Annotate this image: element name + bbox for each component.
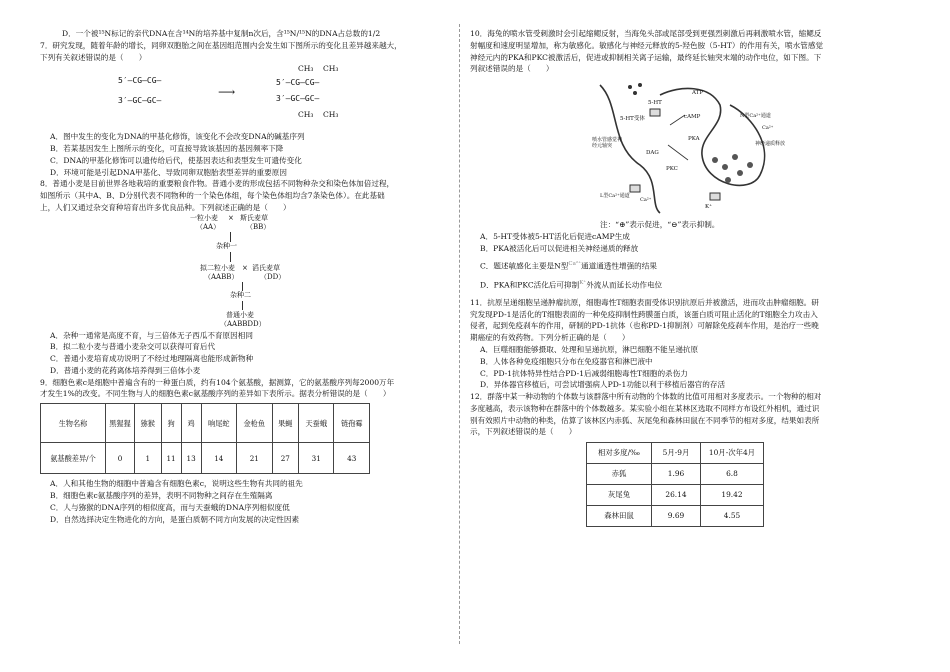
- potassium-channel-box: [710, 193, 720, 200]
- q7-stem-line2: 下列有关叙述错误的是（ ）: [40, 52, 147, 62]
- table-cell: 生物名称: [41, 404, 106, 443]
- q11-option-b: B．人体各种免疫细胞只分布在免疫器官和淋巴液中: [480, 356, 653, 366]
- vesicle: [712, 157, 718, 163]
- q11-option-d: D．异体器官移植后，可尝试增强病人PD-1功能以利于移植后器官的存活: [480, 380, 726, 390]
- table-cell: 1.96: [652, 464, 701, 485]
- q9-option-d: D．自然选择决定生物进化的方向，是蛋白质朝不同方向发展的决定性因素: [50, 514, 300, 524]
- q10-option-c-text1: C．题述敏感化主要是N型: [480, 261, 569, 271]
- q8-stem-line2: 如图所示（其中A、B、D分别代表不同物种的一个染色体组，每个染色体组均含7条染色体）。在此基础: [40, 191, 385, 201]
- table-cell: 6.8: [701, 464, 764, 485]
- q10-option-d: [470, 279, 884, 291]
- table-cell: 0: [106, 443, 135, 474]
- table-row: [587, 506, 764, 527]
- arrow-icon: ⟶: [218, 85, 236, 100]
- q11-option-c: C．PD-1抗体特异性结合PD-1后减弱细胞毒性T细胞的杀伤力: [480, 368, 688, 378]
- serotonin-dot: [638, 83, 642, 87]
- arrow-line: [242, 301, 243, 310]
- table-cell: 果蝇: [272, 404, 299, 443]
- methyl-group: CH₃: [323, 64, 339, 74]
- q9-stem-line2: 才发生1%的改变。不同生物与人的细胞色素c氨基酸序列的差异如下表所示。据表分析错误的是（ ）: [40, 389, 391, 399]
- q7-option-b: B．若某基因发生上图所示的变化，可直接导致该基因的基因频率下降: [50, 144, 284, 154]
- wild-emmer: 拟二粒小麦: [200, 263, 235, 272]
- q10-option-b: B．PKA被活化后可以促进相关神经递质的释放: [480, 243, 639, 253]
- arrow-line: [242, 282, 243, 291]
- table-cell: 氨基酸差异/个: [41, 443, 106, 474]
- q7-option-a: A．图中发生的变化为DNA的甲基化修饰，该变化不会改变DNA的碱基序列: [50, 132, 305, 142]
- q7-stem-line1: 7．研究发现，随着年龄的增长，同卵双胞胎之间在基因组范围内会发生如下图所示的变化且差异越来越大，: [40, 40, 402, 50]
- column-divider: [459, 24, 460, 644]
- q10-stem-line3: 神经元内的PKA和PKC被激活后，促进或抑制相关离子运输，最终延长轴突末端的动作电位，如下图。下: [470, 52, 822, 62]
- table-cell: 13: [181, 443, 201, 474]
- q6-option-d: D．一个被¹⁵N标记的亲代DNA在含¹⁴N的培养基中复制n次后，含¹⁵N/¹⁵N的DNA占总数的1/2: [62, 29, 381, 38]
- q7-option-d: D．环境可能是引起DNA甲基化、导致同卵双胞胎表型差异的重要原因: [50, 167, 287, 177]
- q8-option-d: D．普通小麦的花药离体培养得到三倍体小麦: [50, 365, 201, 375]
- vesicle: [737, 170, 743, 176]
- genome-bb: （BB）: [246, 222, 271, 231]
- table-cell: 4.55: [701, 506, 764, 527]
- q10-figure-note: 注：“⊕”表示促进，“⊖”表示抑制。: [600, 220, 720, 230]
- q9-option-b: B．细胞色素c氨基酸序列的差异，表明不同物种之间存在生殖隔离: [50, 491, 273, 501]
- q7-option-c: C．DNA的甲基化修饰可以遗传给后代，使基因表达和表型发生可遗传变化: [50, 155, 302, 165]
- table-cell: 金枪鱼: [237, 404, 272, 443]
- q8-option-c: C．普通小麦培育成功说明了不经过地理隔离也能形成新物种: [50, 354, 254, 364]
- table-cell: 27: [272, 443, 299, 474]
- table-cell: 狗: [161, 404, 181, 443]
- q10-stem-line1: 10．海兔的喷水管受刺激时会引起缩鳃反射，当海兔头部或尾部受到更强烈刺激后再刺激喷水管，缩鳃反: [470, 29, 822, 38]
- pka-label: PKA: [688, 136, 700, 143]
- pathway-arrow: [668, 145, 688, 160]
- dna-methylation-figure: [118, 63, 444, 131]
- parent-einkorn: 一粒小麦: [190, 213, 218, 222]
- q10-option-d-text2: 外流从而延长动作电位: [586, 280, 663, 290]
- table-cell: 森林田鼠: [587, 506, 652, 527]
- atp-label: ATP: [692, 90, 704, 97]
- parent-aegilops-speltoides: 斯氏麦草: [240, 213, 268, 222]
- arrow-line: [230, 252, 231, 262]
- dna-strand-3-left: 3′—GC—GC—: [118, 96, 162, 106]
- genome-aa: （AA）: [196, 222, 221, 231]
- q8-stem-line1: 8．普通小麦是目前世界各地栽培的重要粮食作物。普通小麦的形成包括不同物种杂交和染色体加倍过程，: [40, 179, 395, 189]
- table-cell: 43: [334, 443, 370, 474]
- vesicle-label: 神经递质释放: [755, 141, 786, 148]
- receptor-label: 5-HT受体: [620, 116, 645, 123]
- vesicle: [725, 177, 731, 183]
- table-cell: 31: [299, 443, 334, 474]
- table-cell: 1: [135, 443, 162, 474]
- cross-symbol: ×: [242, 263, 248, 272]
- table-cell: 猕猴: [135, 404, 162, 443]
- q10-option-c-text2: 通道通透性增强的结果: [581, 261, 657, 271]
- table-cell: 链孢霉: [334, 404, 370, 443]
- calcium-channel-box: [630, 185, 640, 192]
- arrow-line: [230, 232, 231, 242]
- relative-abundance-table: [586, 442, 764, 527]
- table-cell: 26.14: [652, 485, 701, 506]
- table-row: [587, 443, 764, 464]
- table-cell: 赤狐: [587, 464, 652, 485]
- calcium-label-2: Ca²⁺: [640, 197, 652, 204]
- q10-stem-line2: 射幅度和速度明显增加，称为敏感化。敏感化与神经元释放的5-羟色胺（5-HT）的作用有关，喷水管感觉: [470, 40, 824, 50]
- calcium-label: Ca²⁺: [762, 125, 774, 132]
- table-cell: 5月-9月: [652, 443, 701, 464]
- table-cell: 天蚕蛾: [299, 404, 334, 443]
- q10-stem-line4: 列叙述错误的是（ ）: [470, 64, 554, 74]
- table-cell: 11: [161, 443, 181, 474]
- pkc-label: PKC: [666, 166, 678, 173]
- table-cell: 相对多度/‰: [587, 443, 652, 464]
- receptor-box: [650, 109, 660, 116]
- hybrid-one: 杂种一: [216, 241, 237, 250]
- wheat-breeding-figure: [190, 214, 444, 330]
- table-row: [587, 464, 764, 485]
- potassium-label: K⁺: [705, 204, 713, 211]
- methyl-group: CH₃: [298, 64, 314, 74]
- serotonin-dot: [633, 91, 637, 95]
- genome-dd: （DD）: [260, 272, 286, 281]
- q8-option-a: A．杂种一通常是高度不育，与三倍体无子西瓜不育原因相同: [50, 330, 253, 340]
- table-cell: 响尾蛇: [201, 404, 236, 443]
- neuron-label: 喷水管感觉神经元轴突: [592, 137, 623, 150]
- table-cell: 鸡: [181, 404, 201, 443]
- table-cell: 9.69: [652, 506, 701, 527]
- cross-symbol: ×: [228, 213, 234, 222]
- serotonin-label: 5-HT: [648, 100, 662, 107]
- q12-stem-line3: 别有效照片中动物的种类，估算了该林区内赤狐、灰尾兔和森林田鼠在不同季节的相对多度，结果如表所: [470, 415, 820, 425]
- q9-option-a: A．人和其他生物的细胞中普遍含有细胞色素c，说明这些生物有共同的祖先: [50, 479, 303, 489]
- common-wheat: 普通小麦: [226, 310, 254, 319]
- hybrid-two: 杂种二: [230, 290, 251, 299]
- n-type-channel-label: N型Ca²⁺通道: [740, 113, 771, 120]
- q12-stem-line2: 多度越高，表示该物种在群落中的个体数越多。某实验小组在某林区选取不同样方布设红外相机，通过识: [470, 403, 820, 413]
- neuron-sensitization-diagram: [590, 75, 790, 215]
- table-cell: 10月-次年4月: [701, 443, 764, 464]
- methyl-group: CH₃: [298, 110, 314, 120]
- vesicle: [722, 164, 728, 170]
- l-type-channel-label: L型Ca²⁺通道: [600, 193, 630, 200]
- q11-stem-line2: 究发现PD-1是活化的T细胞表面的一种免疫抑制性跨膜蛋白质，该蛋白质可阻止活化的T细胞全力攻击入: [470, 309, 818, 319]
- aegilops-tauschii: 滔氏麦草: [252, 263, 280, 272]
- q10-option-c-sup: Ca²⁺: [568, 261, 582, 268]
- q12-stem-line1: 12．群落中某一种动物的个体数与该群落中所有动物的个体数的比值可用相对多度表示。一个物种的相对: [470, 392, 822, 402]
- q11-stem-line3: 侵者，起到免疫刹车的作用，研制的PD-1抗体（也称PD-1抑制剂）可解除免疫刹车作用，是治疗一些晚: [470, 321, 819, 331]
- vesicle: [732, 154, 738, 160]
- vesicle: [747, 162, 753, 168]
- q9-option-c: C．人与猕猴的DNA序列的相似度高，而与天蚕蛾的DNA序列相似度低: [50, 502, 290, 512]
- q10-option-d-sup: K⁺: [579, 279, 587, 286]
- q8-option-b: B．拟二粒小麦与普通小麦杂交可以获得可育后代: [50, 342, 216, 352]
- right-column: [470, 28, 884, 527]
- table-cell: 灰尾兔: [587, 485, 652, 506]
- table-row: [41, 443, 370, 474]
- table-row: [41, 404, 370, 443]
- table-cell: 21: [237, 443, 272, 474]
- table-row: [587, 485, 764, 506]
- dna-strand-3-right: 3′—GC—GC—: [276, 94, 320, 104]
- q11-stem-line4: 期癌症的有效药物。下列分析正确的是（ ）: [470, 333, 630, 343]
- genome-aabbdd: （AABBDD）: [220, 319, 266, 328]
- dna-strand-5-left: 5′—CG—CG—: [118, 76, 162, 86]
- q8-stem-line3: 上，人们又通过杂交育种培育出许多优良品种。下列叙述正确的是（ ）: [40, 202, 291, 212]
- cytochrome-c-table: [40, 403, 370, 474]
- dag-label: DAG: [646, 150, 659, 157]
- camp-label: cAMP: [684, 114, 701, 121]
- q10-option-a: A．5-HT受体被5-HT活化后促进cAMP生成: [480, 231, 630, 241]
- table-cell: 19.42: [701, 485, 764, 506]
- q10-option-c: [470, 260, 884, 272]
- table-cell: 黑猩猩: [106, 404, 135, 443]
- pathway-arrow: [670, 115, 685, 125]
- serotonin-dot: [628, 85, 632, 89]
- q12-stem-line4: 示，下列叙述错误的是（ ）: [470, 427, 577, 437]
- table-cell: 14: [201, 443, 236, 474]
- q11-option-a: A．巨噬细胞能够摄取、处理和呈递抗原，淋巴细胞不能呈递抗原: [480, 345, 699, 355]
- q10-option-d-text1: D．PKA和PKC活化后可抑制: [480, 280, 580, 290]
- left-column: [40, 28, 444, 525]
- q9-stem-line1: 9．细胞色素c是细胞中普遍含有的一种蛋白质，约有104个氨基酸，据测算，它的氨基酸序列每2000万年: [40, 377, 395, 387]
- dna-strand-5-right: 5′—CG—CG—: [276, 78, 320, 88]
- q11-stem-line1: 11．抗原呈递细胞呈递肿瘤抗原，细胞毒性T细胞表面受体识别抗原后并被激活，进而攻击肿瘤细胞。研: [470, 297, 819, 307]
- methyl-group: CH₃: [323, 110, 339, 120]
- genome-aabb: （AABB）: [204, 272, 239, 281]
